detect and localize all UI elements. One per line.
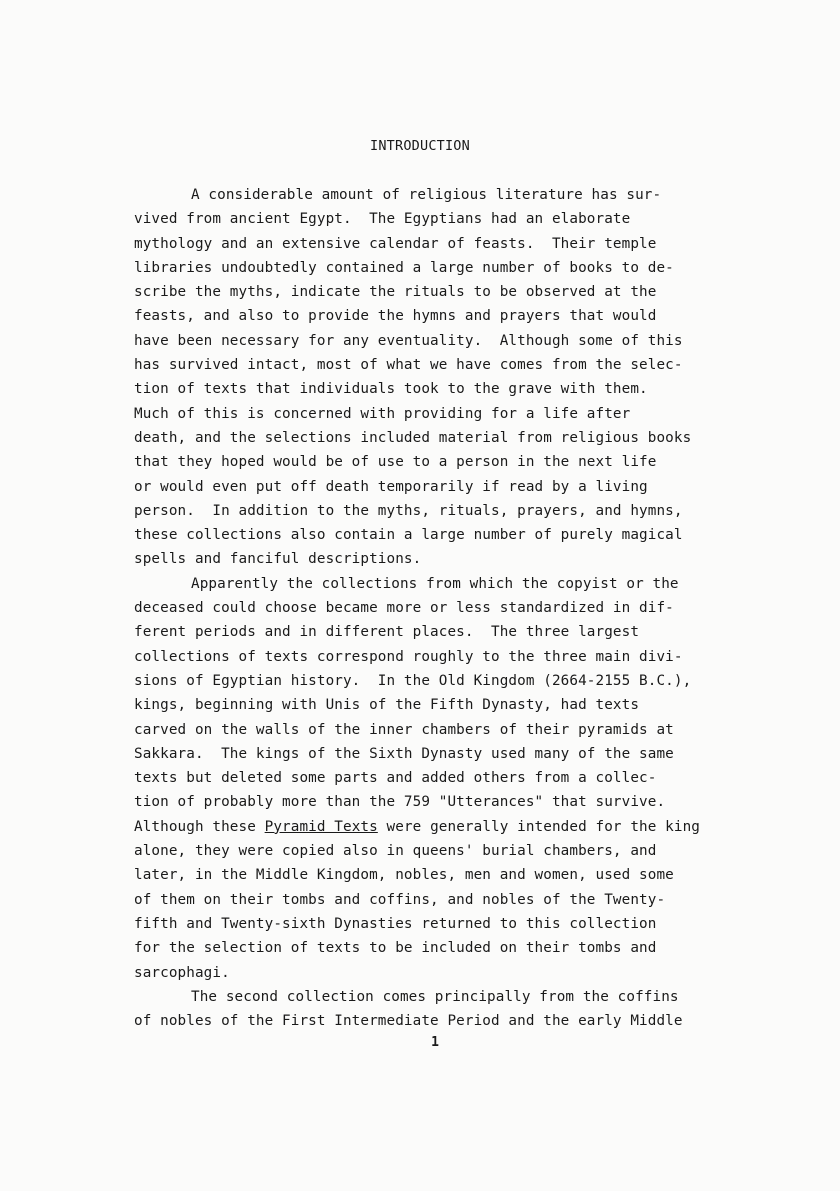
text-line: has survived intact, most of what we have comes from the selec- — [134, 357, 683, 374]
text-line: deceased could choose became more or less standardized in dif- — [134, 600, 674, 617]
text-line: or would even put off death temporarily if read by a living — [134, 478, 648, 495]
text-line: of nobles of the First Intermediate Period and the early Middle — [134, 1013, 683, 1030]
text-line: fifth and Twenty-sixth Dynasties returned to this collection — [134, 915, 657, 932]
text-line: Much of this is concerned with providing for a life after — [134, 405, 631, 422]
text-line: vived from ancient Egypt. The Egyptians had an elaborate — [134, 211, 631, 228]
text-line: tion of texts that individuals took to the grave with them. — [134, 381, 648, 398]
text-line: person. In addition to the myths, rituals, prayers, and hymns, — [134, 502, 683, 519]
text-line: kings, beginning with Unis of the Fifth Dynasty, had texts — [134, 697, 640, 714]
text-line: sarcophagi. — [134, 964, 230, 981]
page-number: 1 — [431, 1035, 439, 1050]
body-text — [134, 183, 700, 1033]
text-line: scribe the myths, indicate the rituals to be observed at the — [134, 284, 657, 301]
text-line: libraries undoubtedly contained a large number of books to de- — [134, 259, 674, 276]
text-line: these collections also contain a large number of purely magical — [134, 527, 683, 544]
text-line: later, in the Middle Kingdom, nobles, men and women, used some — [134, 867, 674, 884]
text-line-part: were generally intended for the king — [377, 818, 701, 835]
text-line: ferent periods and in different places. The three largest — [134, 624, 640, 641]
text-line: A considerable amount of religious literature has sur- — [191, 187, 662, 203]
text-line: of them on their tombs and coffins, and nobles of the Twenty- — [134, 891, 666, 908]
text-line: alone, they were copied also in queens' burial chambers, and — [134, 843, 657, 860]
text-line: feasts, and also to provide the hymns and prayers that would — [134, 308, 657, 325]
text-line: carved on the walls of the inner chambers of their pyramids at — [134, 721, 674, 738]
text-line: death, and the selections included material from religious books — [134, 429, 692, 446]
text-line: sions of Egyptian history. In the Old Kingdom (2664-2155 B.C.), — [134, 672, 692, 689]
underlined-title: Pyramid Texts — [264, 818, 378, 835]
text-line: Apparently the collections from which the copyist or the — [191, 575, 679, 592]
text-line: texts but deleted some parts and added others from a collec- — [134, 770, 657, 787]
text-line: tion of probably more than the 759 "Utterances" that survive. — [134, 794, 666, 811]
page-title: INTRODUCTION — [370, 138, 470, 154]
text-line: for the selection of texts to be included on their tombs and — [134, 940, 657, 957]
text-line: collections of texts correspond roughly to the three main divi- — [134, 648, 683, 665]
text-line: have been necessary for any eventuality. Although some of this — [134, 332, 683, 349]
text-line: that they hoped would be of use to a person in the next life — [134, 454, 657, 471]
text-line: mythology and an extensive calendar of feasts. Their temple — [134, 235, 657, 252]
text-line: The second collection comes principally from the coffins — [191, 988, 679, 1005]
text-line: Sakkara. The kings of the Sixth Dynasty used many of the same — [134, 745, 674, 762]
text-line-part: Although these — [134, 818, 265, 835]
text-line — [134, 815, 700, 839]
text-line: spells and fanciful descriptions. — [134, 551, 422, 568]
